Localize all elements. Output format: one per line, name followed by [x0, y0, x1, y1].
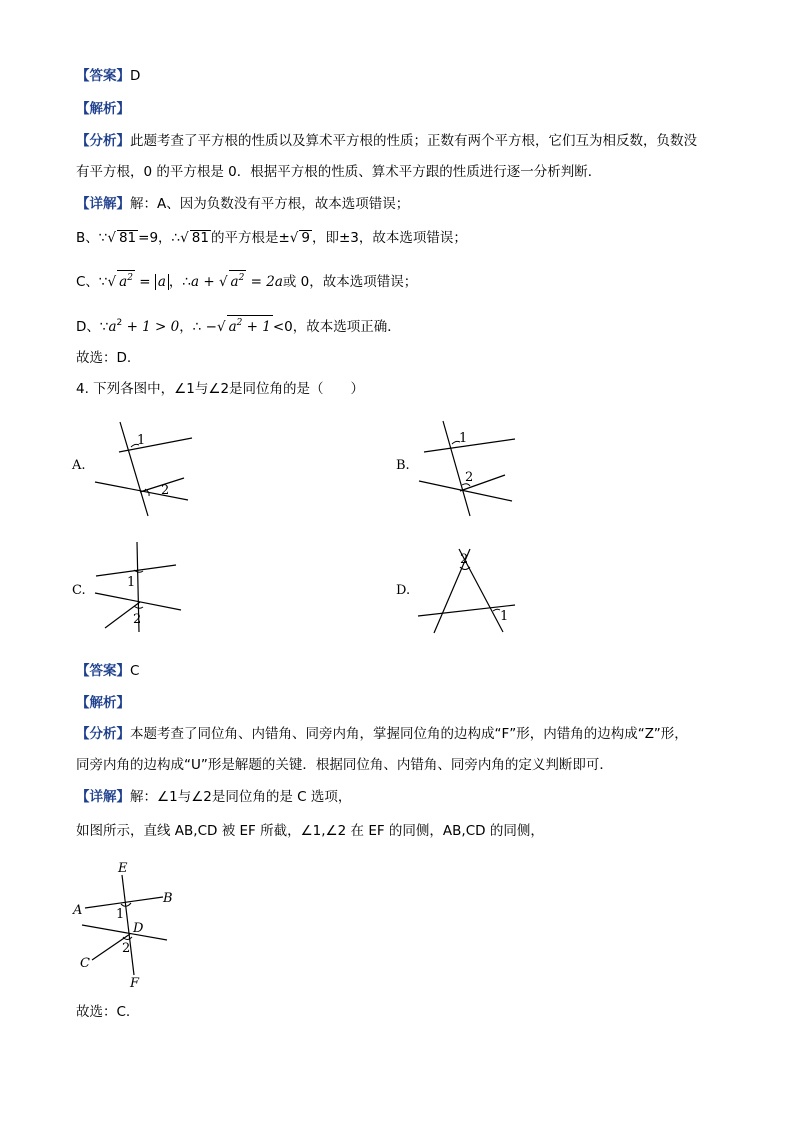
answer-label: 【答案】 [76, 663, 130, 679]
d-prefix: D、∵ [76, 319, 109, 335]
d-tail: ，故本选项正确． [292, 319, 401, 335]
answer-label: 【答案】 [76, 68, 130, 84]
c-eq: = [134, 274, 155, 290]
sqrt-sign: √ [289, 230, 299, 246]
sqrt-9: 9 [301, 230, 310, 246]
fig-a-angle-2: 2 [161, 483, 170, 498]
q3-answer: D [130, 68, 141, 84]
sqrt-sign: √ [180, 230, 189, 246]
b-tail: ，即±3，故本选项错误； [311, 230, 467, 246]
option-d-label: D. [396, 583, 411, 598]
sqrt-a2: $a^2$ [117, 270, 135, 290]
q3-fenxi-text-1: 此题考查了平方根的性质以及算术平方根的性质；正数有两个平方根，它们互为相反数，负数没 [130, 133, 697, 149]
fig-c-angle-1: 1 [127, 575, 136, 590]
q3-option-d: D、$\because a^2 + 1 > 0$，∴ −√ $a^2 + 1 <0$，故本选项正确． [76, 313, 401, 337]
c-plus: a + [190, 274, 219, 290]
fig-d-angle-1: 1 [500, 609, 509, 624]
label-c: C [80, 956, 90, 971]
label-d: D [133, 921, 144, 936]
c-tail: 或 0，故本选项错误； [282, 274, 418, 290]
label-a: A [73, 903, 83, 918]
label-angle-2: 2 [122, 941, 131, 956]
b-prefix: B、∵ [76, 230, 108, 246]
label-b: B [163, 891, 173, 906]
b-mid: 的平方根是± [210, 230, 290, 246]
fig-d-angle-2: 2 [460, 552, 469, 567]
c-eq2: = 2a [246, 274, 283, 290]
fig-c-angle-2: 2 [133, 612, 142, 627]
analysis-label: 【解析】 [76, 695, 130, 711]
q4-choose: 故选：C. [76, 1004, 131, 1020]
option-b-label: B. [396, 458, 410, 473]
option-c-label: C. [72, 583, 86, 598]
abs-a: a [155, 274, 169, 290]
q3-fenxi-line-2: 有平方根，0 的平方根是 0．根据平方根的性质、算术平方跟的性质进行逐一分析判断． [76, 164, 602, 180]
sqrt-sign: √ [216, 319, 226, 335]
d-expr: + 1 > 0 [122, 319, 180, 335]
sqrt-a2-plus-1: $a^2 + 1$ [227, 315, 273, 335]
detail-label: 【详解】 [76, 196, 130, 212]
sqrt-sign: √ [107, 230, 116, 246]
detail-label: 【详解】 [76, 789, 130, 805]
d-a: a [108, 319, 117, 335]
sqrt-a2-b: $a^2$ [229, 270, 247, 290]
q4-detail-2: 如图所示，直线 AB,CD 被 EF 所截，∠1,∠2 在 EF 的同侧，AB,CD 的同侧， [76, 823, 544, 839]
label-e: E [118, 861, 128, 876]
label-angle-1: 1 [116, 907, 125, 922]
sqrt-81: 81 [118, 230, 137, 246]
c-prefix: C、∵ [76, 274, 108, 290]
d-lt: <0 [272, 319, 293, 335]
d-therefore: ，∴ − [179, 319, 217, 335]
q4-answer: C [130, 663, 140, 679]
fig-b-angle-2: 2 [465, 470, 474, 485]
fig-b-angle-1: 1 [459, 431, 468, 446]
q4-fenxi-line-2: 同旁内角的边构成“U”形是解题的关键．根据同位角、内错角、同旁内角的定义判断即可． [76, 757, 613, 773]
q4-fenxi-text-1: 本题考查了同位角、内错角、同旁内角，掌握同位角的边构成“F”形，内错角的边构成“Z”形， [130, 726, 688, 742]
analysis-label: 【解析】 [76, 101, 130, 117]
c-therefore: ，∴ [168, 274, 191, 290]
q3-choose: 故选：D. [76, 350, 132, 366]
sqrt-81-b: 81 [191, 230, 209, 246]
sqrt-sign: √ [218, 274, 228, 290]
q4-stem: 4. 下列各图中，∠1与∠2是同位角的是（ ） [76, 381, 365, 397]
fenxi-label: 【分析】 [76, 726, 130, 742]
option-a-label: A. [72, 458, 86, 473]
q3-detail-a-text: 解：A、因为负数没有平方根，故本选项错误； [130, 196, 410, 212]
q4-detail-1-text: 解：∠1与∠2是同位角的是 C 选项， [130, 789, 352, 805]
b-eq9: =9，∴ [138, 230, 181, 246]
fig-a-angle-1: 1 [137, 433, 146, 448]
sqrt-sign: √ [107, 274, 117, 290]
fenxi-label: 【分析】 [76, 133, 130, 149]
label-f: F [130, 976, 140, 991]
